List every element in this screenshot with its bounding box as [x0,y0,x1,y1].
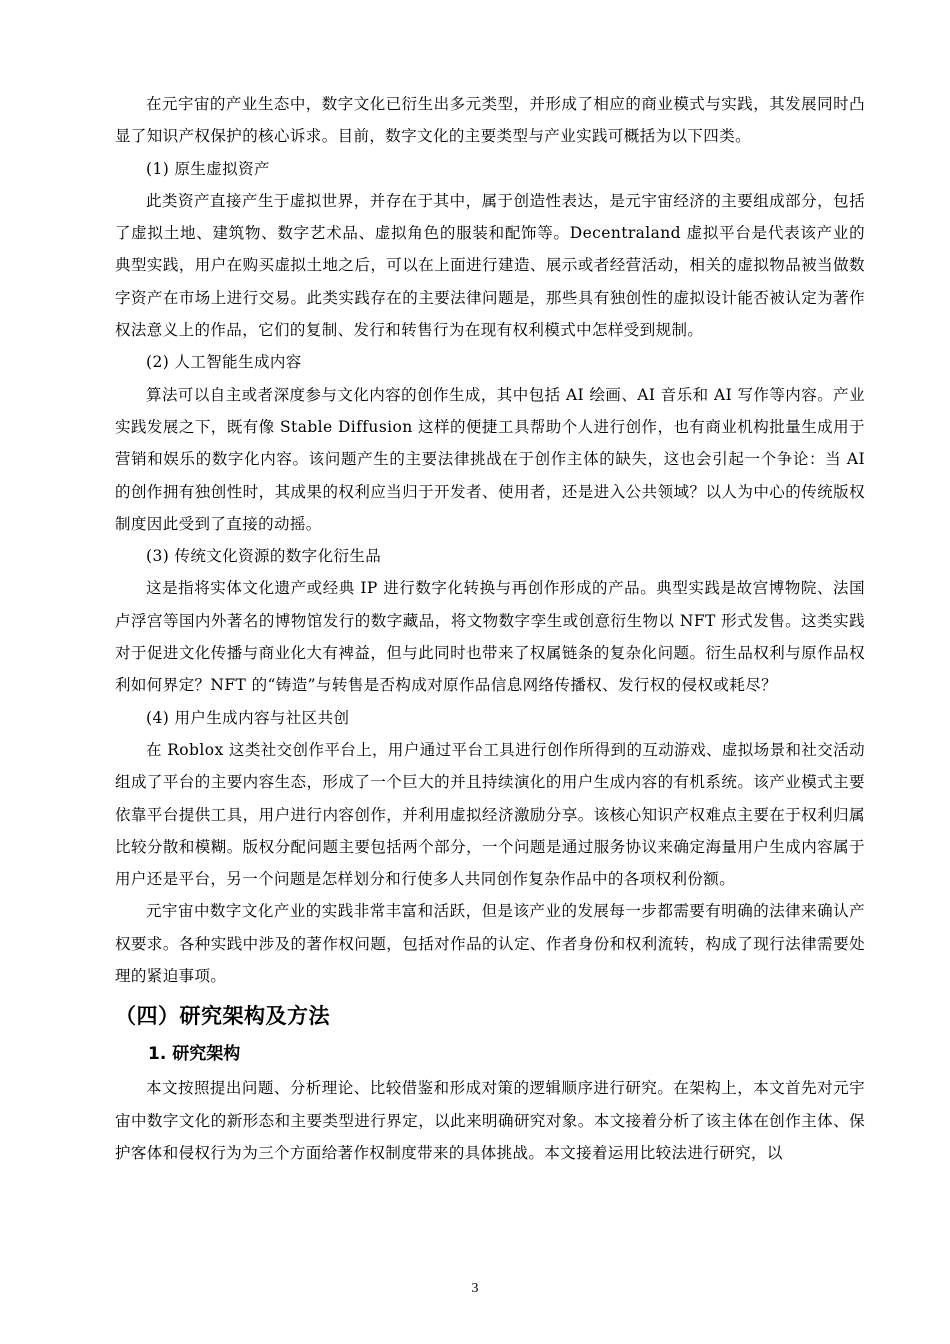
section-heading: （四）研究架构及方法 [115,1004,330,1029]
subsection-heading: 1. 研究架构 [148,1044,241,1065]
page-number: 3 [471,1281,479,1296]
paragraph-research-framework: 本文按照提出问题、分析理论、比较借鉴和形成对策的逻辑顺序进行研究。在架构上，本文首先对元宇宙中数字文化的新形态和主要类型进行界定，以此来明确研究对象。本文接着分析了该主体在创作主体、保护客体和侵权行为为三个方面给著作权制度带来的具体挑战。本文接着运用比较法进行研究，以 [115,1079,865,1162]
list-heading-2: (2) 人工智能生成内容 [146,353,302,372]
paragraph-summary: 元宇宙中数字文化产业的实践非常丰富和活跃，但是该产业的发展每一步都需要有明确的法律来确认产权要求。各种实践中涉及的著作权问题，包括对作品的认定、作者身份和权利流转，构成了现行法律需要处理的紧迫事项。 [115,902,865,986]
paragraph-user-generated-content: 在 Roblox 这类社交创作平台上，用户通过平台工具进行创作所得到的互动游戏、虚拟场景和社交活动组成了平台的主要内容生态，形成了一个巨大的并且持续演化的用户生成内容的有机系统。该产业模式主要依靠平台提供工具，用户进行内容创作，并利用虚拟经济激励分享。该核心知识产权难点主要在于权利归属比较分散和模糊。版权分配问题主要包括两个部分，一个问题是通过服务协议来确定海量用户生成内容属于用户还是平台，另一个问题是怎样划分和行使多人共同创作复杂作品中的各项权利份额。 [115,740,865,889]
page-body [115,88,865,1169]
paragraph-digital-derivatives: 这是指将实体文化遗产或经典 IP 进行数字化转换与再创作形成的产品。典型实践是故宫博物院、法国卢浮宫等国内外著名的博物馆发行的数字藏品，将文物数字孪生或创意衍生物以 NFT 形式发售。这类实践对于促进文化传播与商业化大有裨益，但与此同时也带来了权属链条的复杂化问题。衍生品权利与原作品权利如何界定？NFT 的“铸造”与转售是否构成对原作品信息网络传播权、发行权的侵权或耗尽？ [115,579,865,695]
paragraph-intro: 在元宇宙的产业生态中，数字文化已衍生出多元类型，并形成了相应的商业模式与实践，其发展同时凸显了知识产权保护的核心诉求。目前，数字文化的主要类型与产业实践可概括为以下四类。 [115,95,865,146]
list-heading-1: (1) 原生虚拟资产 [146,159,270,178]
paragraph-ai-generated-content: 算法可以自主或者深度参与文化内容的创作生成，其中包括 AI 绘画、AI 音乐和 AI 写作等内容。产业实践发展之下，既有像 Stable Diffusion 这样的便捷工具帮助个人进行创作，也有商业机构批量生成用于营销和娱乐的数字化内容。该问题产生的主要法律挑战在于创作主体的缺失，这也会引起一个争论：当 AI 的创作拥有独创性时，其成果的权利应当归于开发者、使用者，还是进入公共领域？以人为中心的传统版权制度因此受到了直接的动摇。 [115,385,865,533]
paragraph-native-virtual-assets: 此类资产直接产生于虚拟世界，并存在于其中，属于创造性表达，是元宇宙经济的主要组成部分，包括了虚拟土地、建筑物、数字艺术品、虚拟角色的服装和配饰等。Decentraland 虚拟平台是代表该产业的典型实践，用户在购买虚拟土地之后，可以在上面进行建造、展示或者经营活动，相关的虚拟物品被当做数字资产在市场上进行交易。此类实践存在的主要法律问题是，那些具有独创性的虚拟设计能否被认定为著作权法意义上的作品，它们的复制、发行和转售行为在现有权利模式中怎样受到规制。 [115,191,865,340]
list-heading-3: (3) 传统文化资源的数字化衍生品 [146,547,382,566]
list-heading-4: (4) 用户生成内容与社区共创 [146,708,350,727]
